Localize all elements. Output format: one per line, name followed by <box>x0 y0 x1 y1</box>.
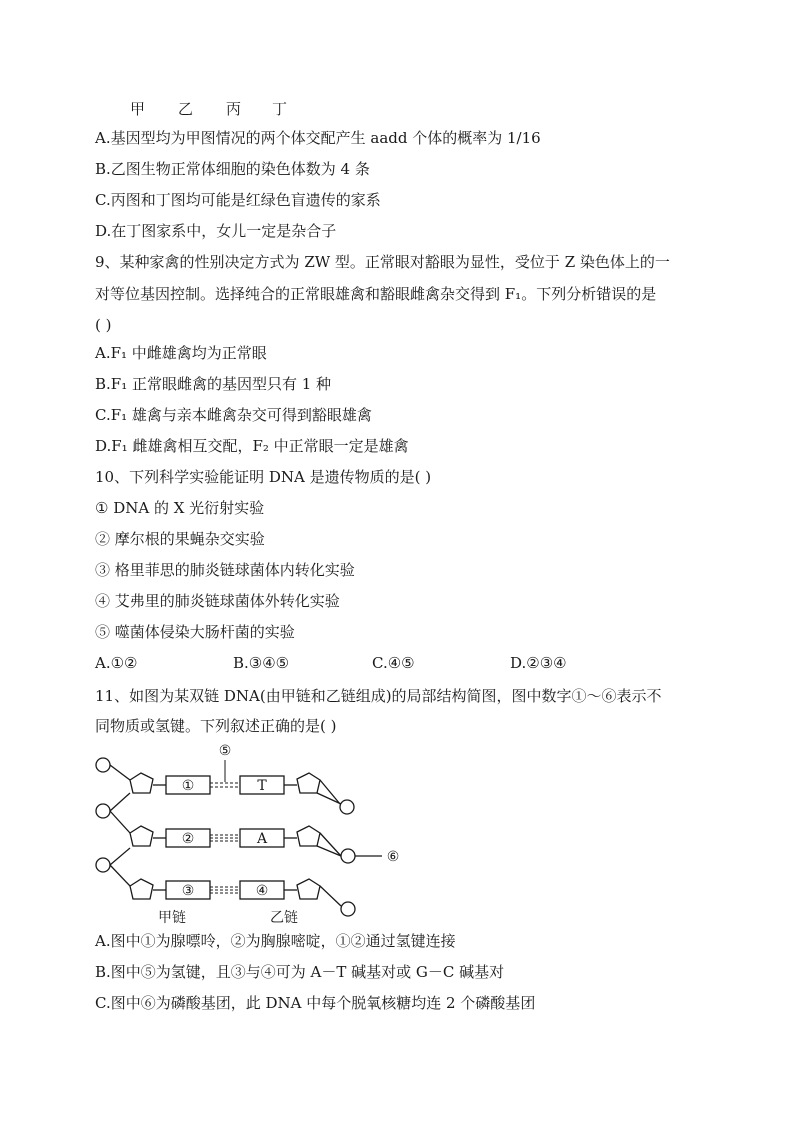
base-label-1: ① <box>181 778 195 794</box>
figure-label-yi: 乙 <box>178 100 194 118</box>
dna-structure-diagram <box>90 740 420 930</box>
q9-stem-line3: ( ) <box>95 316 112 334</box>
label-5: ⑤ <box>218 743 232 759</box>
q11-stem-line2: 同物质或氢键。下列叙述正确的是( ) <box>95 717 337 735</box>
phosphate-circle <box>96 758 110 772</box>
figure-label-bing: 丙 <box>226 100 242 118</box>
q11-stem-line1: 11、如图为某双链 DNA(由甲链和乙链组成)的局部结构简图，图中数字①～⑥表示不 <box>95 687 662 705</box>
q8-option-a: A.基因型均为甲图情况的两个体交配产生 aadd 个体的概率为 1/16 <box>95 129 541 147</box>
q10-options <box>95 654 695 674</box>
q8-option-c: C.丙图和丁图均可能是红绿色盲遗传的家系 <box>95 191 381 209</box>
deoxyribose-pentagon <box>130 773 153 793</box>
q10-option-b: B.③④⑤ <box>233 654 290 672</box>
q10-stem: 10、下列科学实验能证明 DNA 是遗传物质的是( ) <box>95 468 432 486</box>
q9-stem-line2: 对等位基因控制。选择纯合的正常眼雄禽和豁眼雌禽杂交得到 F₁。下列分析错误的是 <box>95 285 657 303</box>
q8-option-d: D.在丁图家系中，女儿一定是杂合子 <box>95 222 337 240</box>
label-6: ⑥ <box>386 849 400 865</box>
deoxyribose-pentagon <box>297 879 320 899</box>
deoxyribose-pentagon <box>130 879 153 899</box>
q9-option-b: B.F₁ 正常眼雌禽的基因型只有 1 种 <box>95 375 332 393</box>
q9-stem-line1: 9、某种家禽的性别决定方式为 ZW 型。正常眼对豁眼为显性，受位于 Z 染色体上的一 <box>95 253 670 271</box>
phosphate-circle <box>340 800 354 814</box>
q11-option-c: C.图中⑥为磷酸基团，此 DNA 中每个脱氧核糖均连 2 个磷酸基团 <box>95 994 536 1012</box>
phosphate-circle <box>341 849 355 863</box>
q9-option-c: C.F₁ 雄禽与亲本雌禽杂交可得到豁眼雄禽 <box>95 406 372 424</box>
q11-option-a: A.图中①为腺嘌呤，②为胸腺嘧啶，①②通过氢键连接 <box>95 932 456 950</box>
deoxyribose-pentagon <box>297 773 320 793</box>
q10-item-5: ⑤ 噬菌体侵染大肠杆菌的实验 <box>95 623 295 641</box>
phosphate-circle <box>96 858 110 872</box>
q10-item-2: ② 摩尔根的果蝇杂交实验 <box>95 530 265 548</box>
q10-option-a: A.①② <box>95 654 138 672</box>
figure-label-jia: 甲 <box>130 100 146 118</box>
base-label-t: T <box>257 778 267 794</box>
deoxyribose-pentagon <box>130 826 153 846</box>
q10-item-1: ① DNA 的 X 光衍射实验 <box>95 499 265 517</box>
hydrogen-bonds <box>210 760 240 893</box>
q10-item-4: ④ 艾弗里的肺炎链球菌体外转化实验 <box>95 592 340 610</box>
phosphate-circle <box>341 902 355 916</box>
q10-option-c: C.④⑤ <box>372 654 415 672</box>
q8-option-b: B.乙图生物正常体细胞的染色体数为 4 条 <box>95 160 370 178</box>
q9-option-d: D.F₁ 雌雄禽相互交配，F₂ 中正常眼一定是雄禽 <box>95 437 409 455</box>
figure-label-ding: 丁 <box>272 100 288 118</box>
deoxyribose-pentagon <box>297 826 320 846</box>
q11-option-b: B.图中⑤为氢键，且③与④可为 A－T 碱基对或 G－C 碱基对 <box>95 963 505 981</box>
phosphate-circle <box>96 804 110 818</box>
base-label-2: ② <box>181 831 195 847</box>
base-label-4: ④ <box>255 883 269 899</box>
chain-label-jia: 甲链 <box>158 910 186 926</box>
base-label-a: A <box>256 831 268 847</box>
chain-label-yi: 乙链 <box>270 910 298 926</box>
q10-item-3: ③ 格里菲思的肺炎链球菌体内转化实验 <box>95 561 355 579</box>
q9-option-a: A.F₁ 中雌雄禽均为正常眼 <box>95 344 267 362</box>
q10-option-d: D.②③④ <box>510 654 567 672</box>
base-label-3: ③ <box>181 883 195 899</box>
